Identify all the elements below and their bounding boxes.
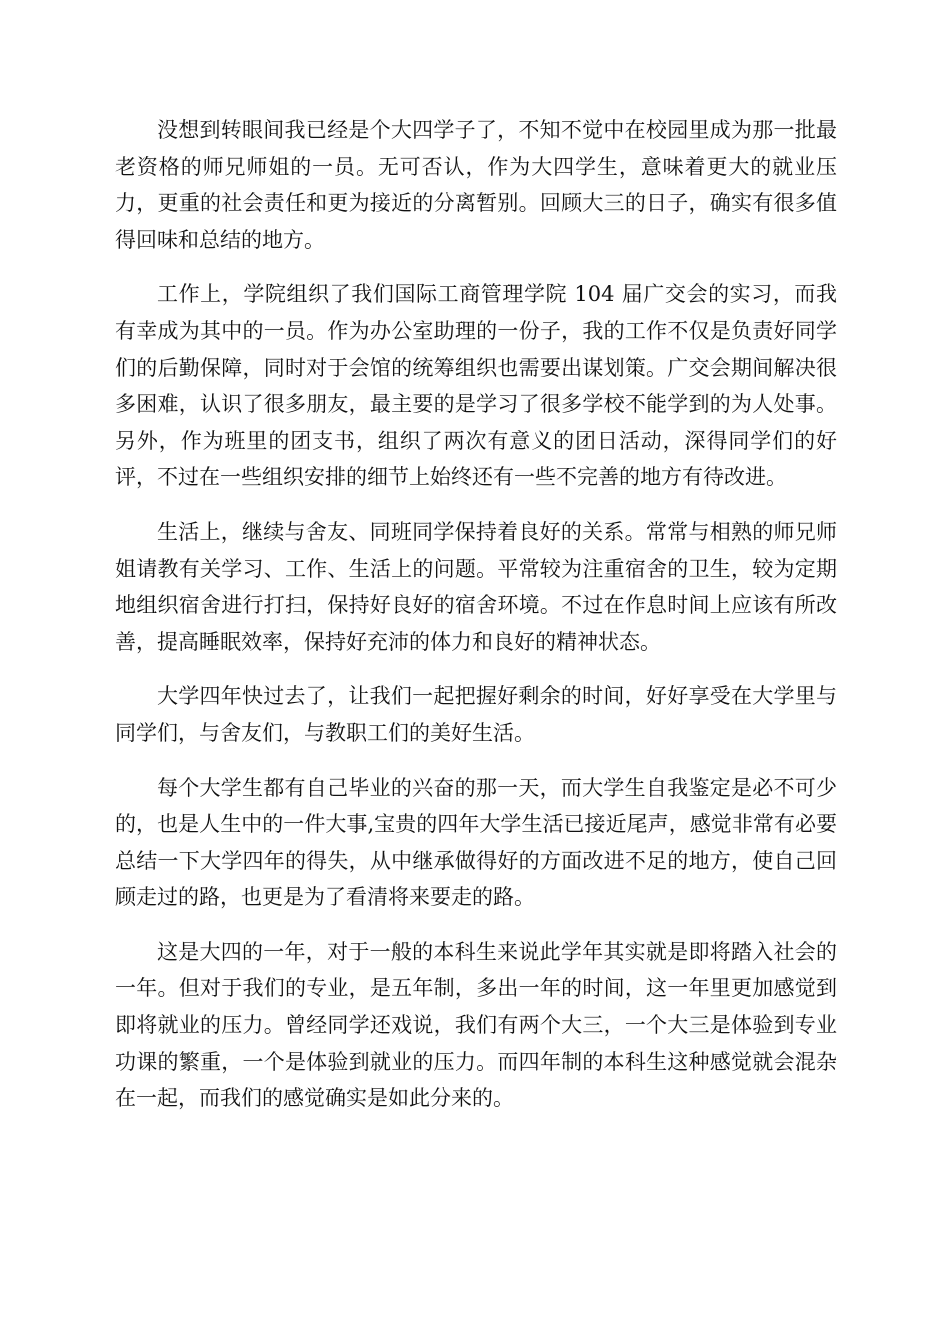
paragraph-1: 没想到转眼间我已经是个大四学子了，不知不觉中在校园里成为那一批最老资格的师兄师姐的一员。无可否认，作为大四学生，意味着更大的就业压力，更重的社会责任和更为接近的分离暂别。回顾大三的日子，确实有很多值得回味和总结的地方。 [115,118,837,252]
paragraph-6: 这是大四的一年，对于一般的本科生来说此学年其实就是即将踏入社会的一年。但对于我们的专业，是五年制，多出一年的时间，这一年里更加感觉到即将就业的压力。曾经同学还戏说，我们有两个大三，一个大三是体验到专业功课的繁重，一个是体验到就业的压力。而四年制的本科生这种感觉就会混杂在一起，而我们的感觉确实是如此分来的。 [115,939,837,1111]
paragraph-3: 生活上，继续与舍友、同班同学保持着良好的关系。常常与相熟的师兄师姐请教有关学习、工作、生活上的问题。平常较为注重宿舍的卫生，较为定期地组织宿舍进行打扫，保持好良好的宿舍环境。不过在作息时间上应该有所改善，提高睡眠效率，保持好充沛的体力和良好的精神状态。 [115,519,837,654]
document-body [115,112,837,1117]
paragraph-4: 大学四年快过去了，让我们一起把握好剩余的时间，好好享受在大学里与同学们，与舍友们，与教职工们的美好生活。 [115,684,837,745]
paragraph-5: 每个大学生都有自己毕业的兴奋的那一天，而大学生自我鉴定是必不可少的，也是人生中的一件大事,宝贵的四年大学生活已接近尾声，感觉非常有必要总结一下大学四年的得失，从中继承做得好的方面改进不足的地方，使自己回顾走过的路，也更是为了看清将来要走的路。 [115,775,837,910]
paragraph-2: 工作上，学院组织了我们国际工商管理学院 104 届广交会的实习，而我有幸成为其中的一员。作为办公室助理的一份子，我的工作不仅是负责好同学们的后勤保障，同时对于会馆的统筹组织也需要出谋划策。广交会期间解决很多困难，认识了很多朋友，最主要的是学习了很多学校不能学到的为人处事。另外，作为班里的团支书，组织了两次有意义的团日活动，深得同学们的好评，不过在一些组织安排的细节上始终还有一些不完善的地方有待改进。 [115,282,837,490]
